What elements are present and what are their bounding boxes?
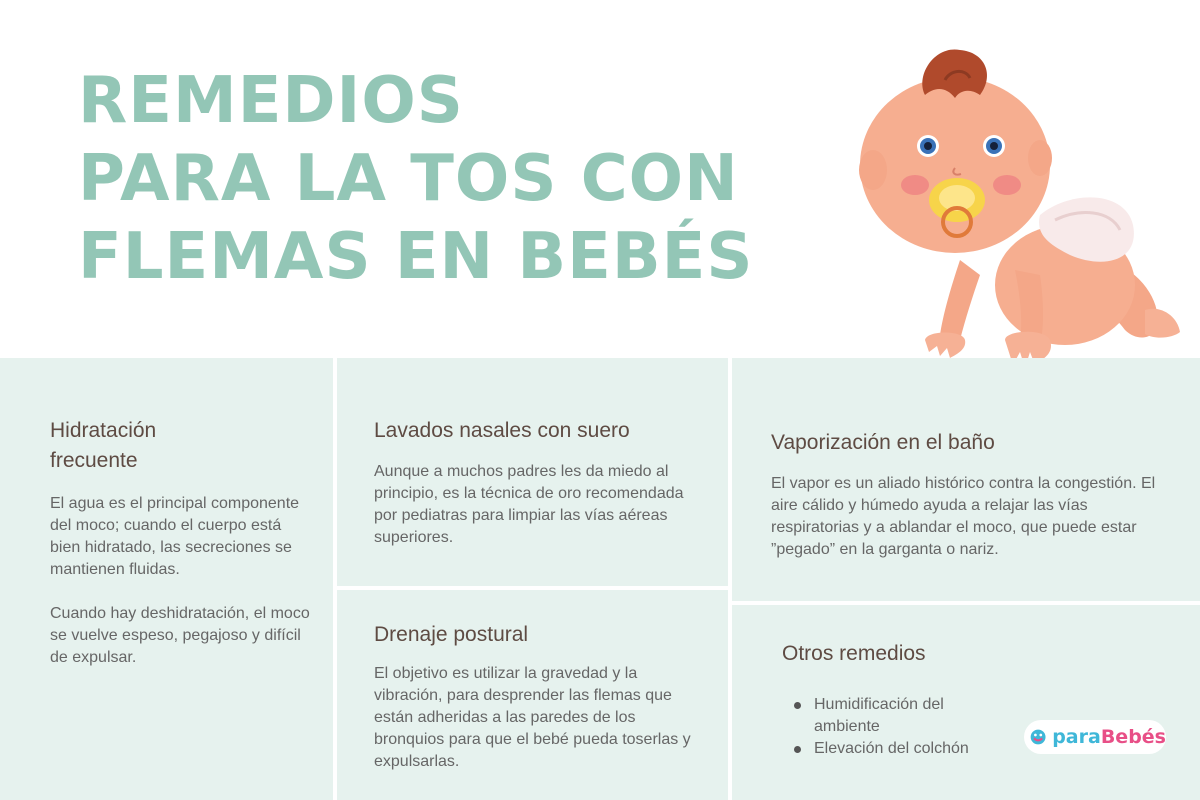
remedies-list	[782, 694, 1012, 760]
heading-line-1: Hidratación	[50, 419, 157, 442]
card-lavados	[374, 416, 709, 549]
card-body: Aunque a muchos padres les da miedo al principio, es la técnica de oro recomendada por pediatras para limpiar las vías aéreas superiores.	[374, 463, 684, 546]
card-hidratacion	[50, 416, 315, 669]
card-heading	[50, 416, 315, 476]
title-line-1: REMEDIOS	[78, 64, 464, 138]
divider	[728, 358, 732, 800]
heading-line-2: frecuente	[50, 449, 138, 472]
logo-part-2: Bebés	[1100, 726, 1166, 748]
list-item: Elevación del colchón	[782, 738, 1012, 760]
page-title	[78, 62, 868, 296]
card-heading: Otros remedios	[782, 642, 926, 665]
title-line-3: FLEMAS EN BEBÉS	[78, 220, 754, 294]
card-otros	[782, 639, 1012, 760]
divider	[333, 358, 337, 800]
baby-illustration	[855, 40, 1190, 385]
card-body: El objetivo es utilizar la gravedad y la vibración, para desprender las flemas que están adheridas a las paredes de los bronquios para que el bebé pueda toserlas y expulsarlas.	[374, 665, 691, 770]
logo-part-1: para	[1052, 726, 1101, 748]
divider	[728, 601, 1200, 605]
logo-wordmark	[1052, 726, 1166, 748]
divider	[333, 586, 732, 590]
card-heading: Vaporización en el baño	[771, 431, 995, 454]
list-item: Humidificación del ambiente	[782, 694, 1012, 738]
parabebes-logo	[1024, 720, 1166, 754]
smile-icon	[1030, 725, 1046, 749]
card-vaporizacion	[771, 428, 1171, 561]
card-heading: Lavados nasales con suero	[374, 419, 630, 442]
card-body: El agua es el principal componente del moco; cuando el cuerpo está bien hidratado, las secreciones se mantienen fluidas.	[50, 495, 300, 578]
card-body: Cuando hay deshidratación, el moco se vuelve espeso, pegajoso y difícil de expulsar.	[50, 605, 310, 666]
card-drenaje	[374, 620, 709, 773]
title-line-2: PARA LA TOS CON	[78, 142, 739, 216]
card-heading: Drenaje postural	[374, 623, 529, 646]
card-body: El vapor es un aliado histórico contra la congestión. El aire cálido y húmedo ayuda a relajar las vías respiratorias y a ablandar el moco, que puede estar ”pegado” en la garganta o nariz.	[771, 475, 1156, 558]
